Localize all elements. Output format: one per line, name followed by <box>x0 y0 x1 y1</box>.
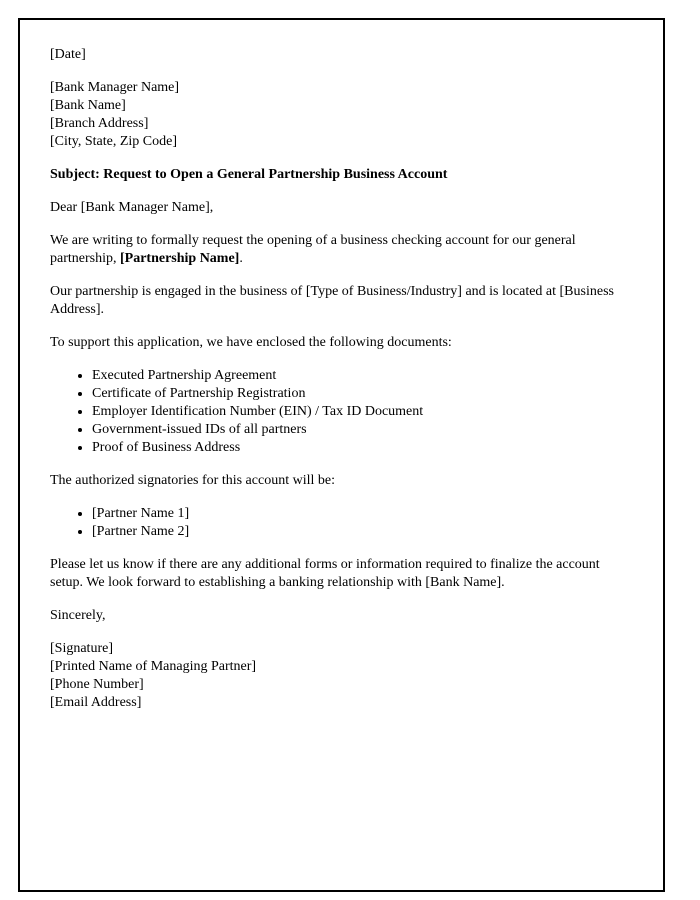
paragraph-closing: Please let us know if there are any additional forms or information required to finalize the account setup. We look forward to establishing a banking relationship with [Bank Name]. <box>50 557 600 590</box>
letter-content <box>20 20 663 753</box>
list-item: • Executed Partnership Agreement <box>92 367 633 385</box>
recipient-block <box>50 79 633 151</box>
printed-name-line: [Printed Name of Managing Partner] <box>50 659 257 674</box>
list-item: • Government-issued IDs of all partners <box>92 421 633 439</box>
list-item: • [Partner Name 1] <box>92 505 633 523</box>
recipient-manager: [Bank Manager Name] <box>50 80 180 95</box>
paragraph-request-text: We are writing to formally request the opening of a business checking account for our general partnership, <box>50 233 576 266</box>
phone-line: [Phone Number] <box>50 677 144 692</box>
list-item: • Proof of Business Address <box>92 439 633 457</box>
signature-line: [Signature] <box>50 641 113 656</box>
email-line: [Email Address] <box>50 695 142 710</box>
recipient-bank: [Bank Name] <box>50 98 126 113</box>
paragraph-signatories-intro: The authorized signatories for this account will be: <box>50 473 335 488</box>
letter-page <box>18 18 665 892</box>
salutation: Dear [Bank Manager Name], <box>50 200 214 215</box>
subject-line: Subject: Request to Open a General Partnership Business Account <box>50 167 448 182</box>
signature-block <box>50 640 633 712</box>
signatories-list <box>50 505 633 541</box>
documents-list <box>50 367 633 457</box>
list-item: • Employer Identification Number (EIN) / Tax ID Document <box>92 403 633 421</box>
list-item: • Certificate of Partnership Registration <box>92 385 633 403</box>
valediction: Sincerely, <box>50 608 106 623</box>
date-line: [Date] <box>50 47 86 62</box>
paragraph-documents-intro: To support this application, we have enclosed the following documents: <box>50 335 452 350</box>
list-item: • [Partner Name 2] <box>92 523 633 541</box>
recipient-city: [City, State, Zip Code] <box>50 134 178 149</box>
paragraph-request-period: . <box>239 251 243 266</box>
recipient-branch: [Branch Address] <box>50 116 149 131</box>
paragraph-business: Our partnership is engaged in the business of [Type of Business/Industry] and is located at [Business Address]. <box>50 284 614 317</box>
paragraph-request <box>50 232 633 268</box>
partnership-name-placeholder: [Partnership Name] <box>119 251 240 266</box>
